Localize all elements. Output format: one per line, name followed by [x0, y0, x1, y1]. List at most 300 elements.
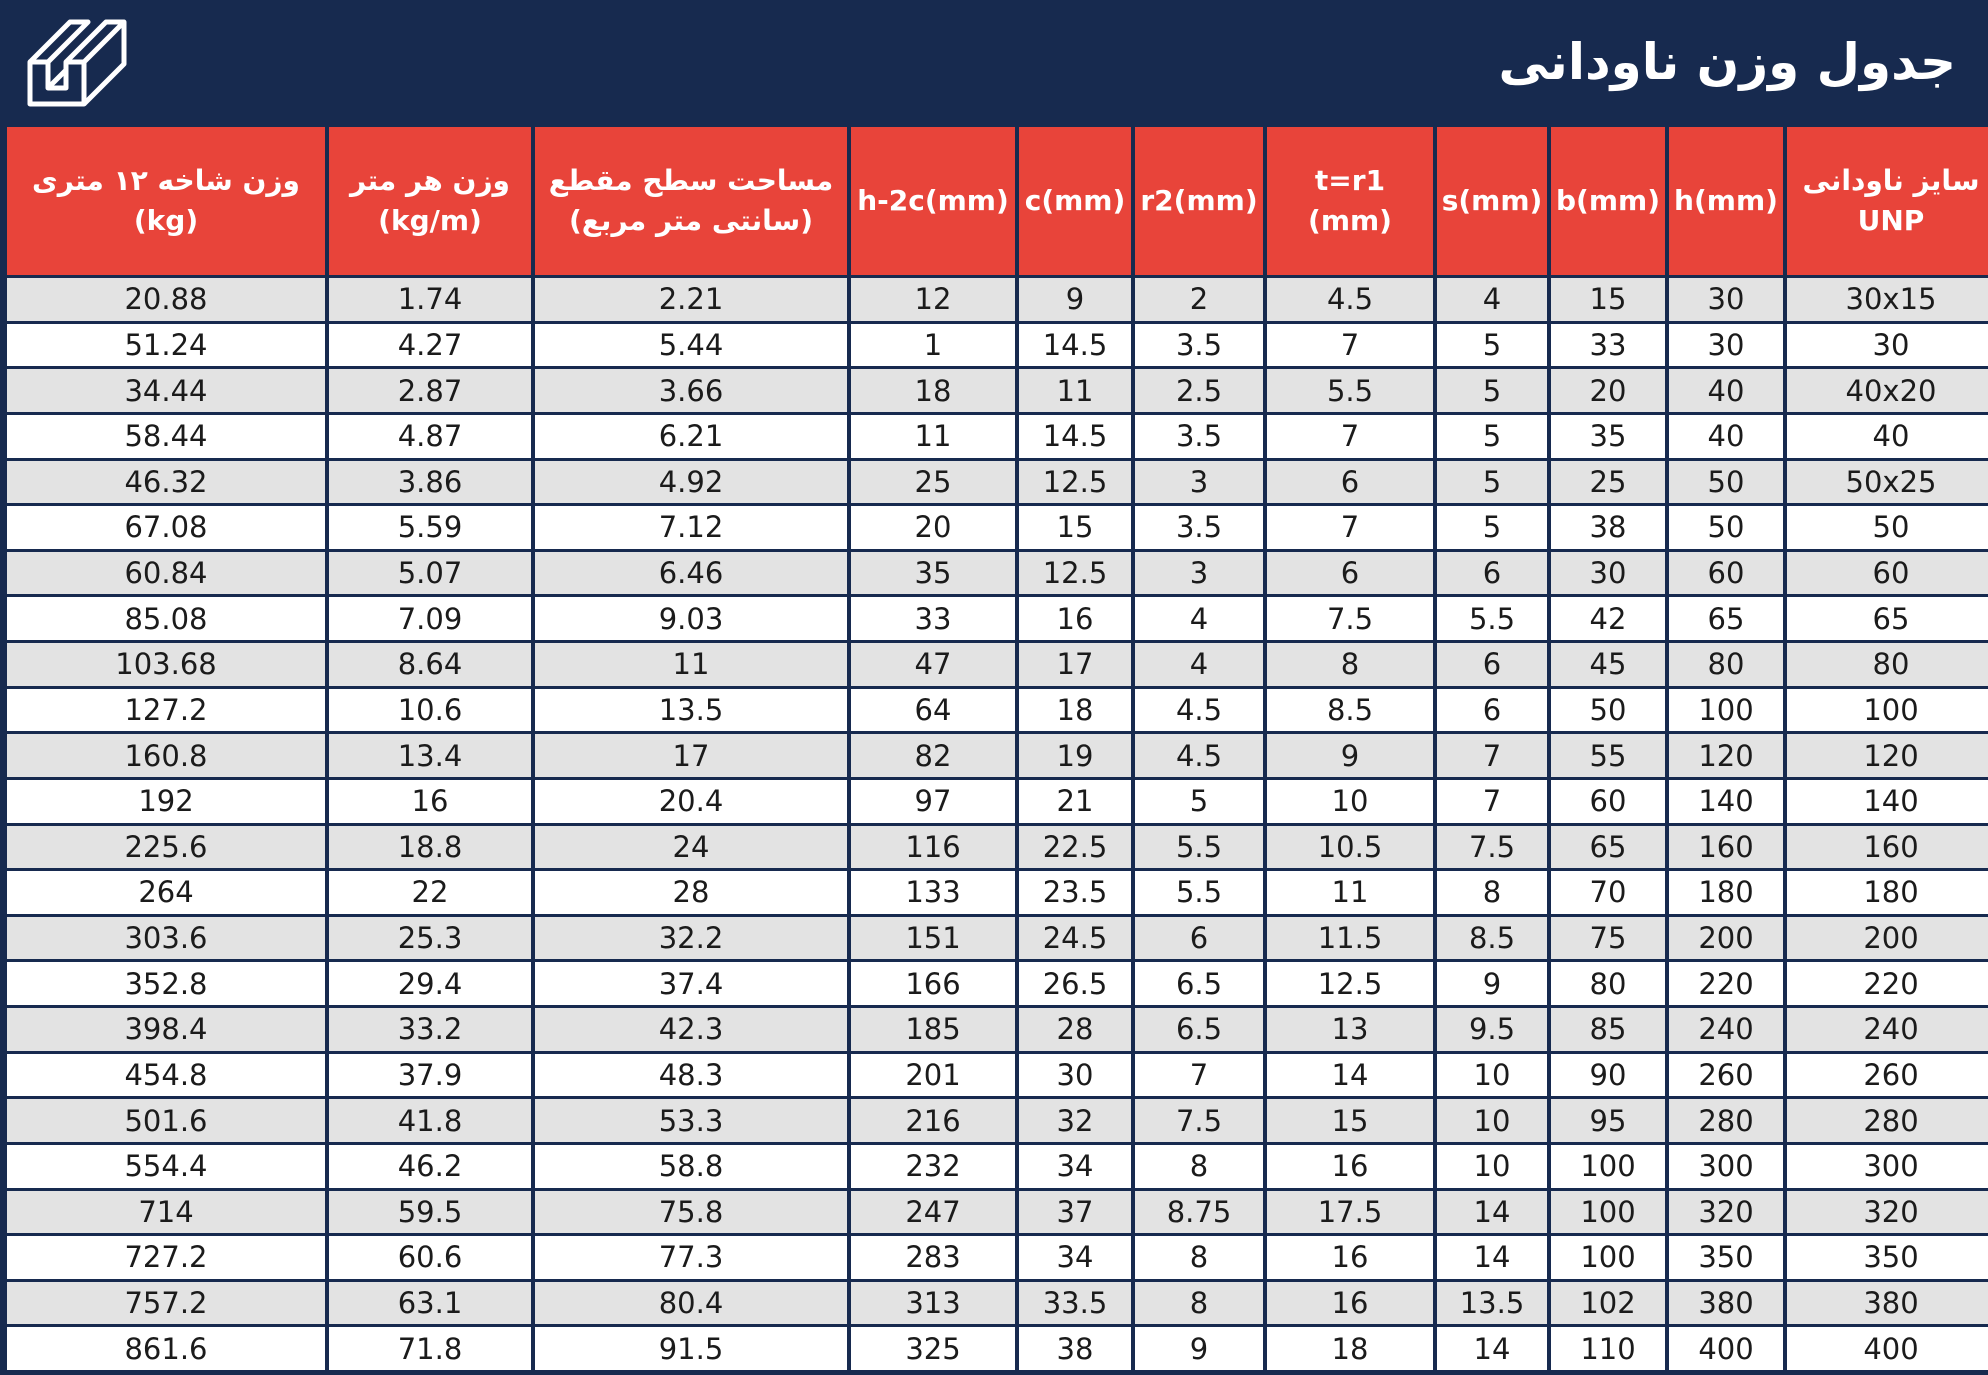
col-section-area-cell: 4.92 — [535, 461, 847, 504]
col-h-2c-cell: 133 — [851, 871, 1015, 914]
col-size-unp-cell: 350 — [1787, 1236, 1988, 1279]
col-s-cell: 7 — [1437, 734, 1547, 777]
header-label: سایز ناودانی — [1802, 164, 1980, 197]
col-r2-cell: 7 — [1135, 1054, 1263, 1097]
col-s-cell: 5 — [1437, 506, 1547, 549]
col-h-2c-header — [851, 127, 1015, 275]
col-size-unp-cell: 30x15 — [1787, 278, 1988, 321]
col-r2-cell: 8 — [1135, 1282, 1263, 1325]
col-h-2c-cell: 33 — [851, 597, 1015, 640]
col-weight-per-meter-cell: 29.4 — [329, 962, 531, 1005]
col-s-cell: 6 — [1437, 552, 1547, 595]
col-b-cell: 20 — [1551, 369, 1665, 412]
col-weight-12m-cell: 861.6 — [7, 1327, 325, 1370]
col-weight-12m-cell: 34.44 — [7, 369, 325, 412]
col-c-cell: 22.5 — [1019, 826, 1131, 869]
col-size-unp-cell: 280 — [1787, 1099, 1988, 1142]
col-h-cell: 50 — [1669, 461, 1783, 504]
col-c-cell: 19 — [1019, 734, 1131, 777]
col-b-cell: 33 — [1551, 324, 1665, 367]
col-section-area-cell: 77.3 — [535, 1236, 847, 1279]
col-size-unp-cell: 220 — [1787, 962, 1988, 1005]
col-c-cell: 24.5 — [1019, 917, 1131, 960]
col-size-unp-cell: 180 — [1787, 871, 1988, 914]
header-sublabel: (kg/m) — [378, 204, 482, 237]
col-t-r1-cell: 13 — [1267, 1008, 1433, 1051]
col-weight-12m-cell: 454.8 — [7, 1054, 325, 1097]
col-h-cell: 50 — [1669, 506, 1783, 549]
col-weight-per-meter-cell: 18.8 — [329, 826, 531, 869]
header-label: s(mm) — [1441, 184, 1543, 217]
col-s-cell: 14 — [1437, 1236, 1547, 1279]
col-weight-12m-cell: 714 — [7, 1191, 325, 1234]
col-section-area-cell: 6.46 — [535, 552, 847, 595]
col-r2-cell: 5 — [1135, 780, 1263, 823]
col-b-cell: 60 — [1551, 780, 1665, 823]
table-row — [7, 324, 1988, 367]
col-h-cell: 40 — [1669, 369, 1783, 412]
col-b-cell: 35 — [1551, 415, 1665, 458]
col-section-area-cell: 13.5 — [535, 689, 847, 732]
table-row — [7, 917, 1988, 960]
col-weight-12m-cell: 67.08 — [7, 506, 325, 549]
col-s-cell: 4 — [1437, 278, 1547, 321]
col-s-cell: 5 — [1437, 461, 1547, 504]
col-h-2c-cell: 11 — [851, 415, 1015, 458]
col-size-unp-cell: 40x20 — [1787, 369, 1988, 412]
col-h-cell: 100 — [1669, 689, 1783, 732]
col-weight-12m-cell: 85.08 — [7, 597, 325, 640]
col-weight-12m-cell: 60.84 — [7, 552, 325, 595]
col-h-2c-cell: 18 — [851, 369, 1015, 412]
col-r2-header — [1135, 127, 1263, 275]
page-title: جدول وزن ناودانی — [1498, 33, 1956, 91]
col-c-cell: 9 — [1019, 278, 1131, 321]
col-weight-12m-cell: 225.6 — [7, 826, 325, 869]
col-r2-cell: 3 — [1135, 461, 1263, 504]
col-t-r1-cell: 6 — [1267, 461, 1433, 504]
col-t-r1-cell: 10 — [1267, 780, 1433, 823]
col-s-cell: 14 — [1437, 1191, 1547, 1234]
col-t-r1-cell: 6 — [1267, 552, 1433, 595]
col-b-cell: 55 — [1551, 734, 1665, 777]
col-t-r1-cell: 16 — [1267, 1236, 1433, 1279]
col-r2-cell: 6.5 — [1135, 1008, 1263, 1051]
col-s-cell: 9 — [1437, 962, 1547, 1005]
col-size-unp-cell: 260 — [1787, 1054, 1988, 1097]
col-b-cell: 100 — [1551, 1145, 1665, 1188]
table-row — [7, 689, 1988, 732]
col-c-cell: 38 — [1019, 1327, 1131, 1370]
header-label: مساحت سطح مقطع — [548, 164, 834, 197]
col-section-area-cell: 7.12 — [535, 506, 847, 549]
col-c-header — [1019, 127, 1131, 275]
col-section-area-cell: 80.4 — [535, 1282, 847, 1325]
col-s-cell: 5.5 — [1437, 597, 1547, 640]
col-weight-per-meter-cell: 71.8 — [329, 1327, 531, 1370]
col-weight-per-meter-cell: 60.6 — [329, 1236, 531, 1279]
col-c-cell: 12.5 — [1019, 461, 1131, 504]
col-r2-cell: 2 — [1135, 278, 1263, 321]
header-sublabel: (سانتی متر مربع) — [569, 204, 813, 237]
col-h-cell: 260 — [1669, 1054, 1783, 1097]
col-size-unp-cell: 50x25 — [1787, 461, 1988, 504]
table-row — [7, 506, 1988, 549]
col-weight-12m-cell: 554.4 — [7, 1145, 325, 1188]
col-t-r1-cell: 11.5 — [1267, 917, 1433, 960]
col-r2-cell: 7.5 — [1135, 1099, 1263, 1142]
channel-beam-icon — [26, 16, 142, 108]
col-weight-12m-cell: 51.24 — [7, 324, 325, 367]
header-label: c(mm) — [1024, 184, 1126, 217]
col-c-cell: 21 — [1019, 780, 1131, 823]
col-c-cell: 15 — [1019, 506, 1131, 549]
col-weight-12m-cell: 501.6 — [7, 1099, 325, 1142]
col-weight-per-meter-cell: 16 — [329, 780, 531, 823]
col-h-2c-cell: 232 — [851, 1145, 1015, 1188]
col-weight-12m-header — [7, 127, 325, 275]
col-b-cell: 95 — [1551, 1099, 1665, 1142]
col-section-area-cell: 11 — [535, 643, 847, 686]
col-s-cell: 6 — [1437, 689, 1547, 732]
col-weight-12m-cell: 398.4 — [7, 1008, 325, 1051]
col-section-area-header — [535, 127, 847, 275]
col-h-2c-cell: 116 — [851, 826, 1015, 869]
col-size-unp-cell: 50 — [1787, 506, 1988, 549]
col-weight-12m-cell: 46.32 — [7, 461, 325, 504]
col-h-cell: 280 — [1669, 1099, 1783, 1142]
col-section-area-cell: 24 — [535, 826, 847, 869]
col-size-unp-cell: 65 — [1787, 597, 1988, 640]
table-row — [7, 780, 1988, 823]
col-b-cell: 100 — [1551, 1191, 1665, 1234]
col-h-2c-cell: 325 — [851, 1327, 1015, 1370]
col-weight-per-meter-cell: 7.09 — [329, 597, 531, 640]
col-size-unp-cell: 400 — [1787, 1327, 1988, 1370]
col-r2-cell: 3.5 — [1135, 324, 1263, 367]
col-t-r1-cell: 8.5 — [1267, 689, 1433, 732]
col-t-r1-cell: 9 — [1267, 734, 1433, 777]
col-size-unp-cell: 140 — [1787, 780, 1988, 823]
col-b-cell: 30 — [1551, 552, 1665, 595]
col-size-unp-cell: 80 — [1787, 643, 1988, 686]
col-weight-per-meter-cell: 4.87 — [329, 415, 531, 458]
col-t-r1-cell: 7 — [1267, 324, 1433, 367]
col-h-cell: 300 — [1669, 1145, 1783, 1188]
col-size-unp-cell: 160 — [1787, 826, 1988, 869]
col-s-cell: 14 — [1437, 1327, 1547, 1370]
table-row — [7, 734, 1988, 777]
col-c-cell: 11 — [1019, 369, 1131, 412]
channel-weight-table — [3, 124, 1988, 1373]
col-c-cell: 34 — [1019, 1236, 1131, 1279]
col-b-cell: 102 — [1551, 1282, 1665, 1325]
col-c-cell: 12.5 — [1019, 552, 1131, 595]
table-row — [7, 1145, 1988, 1188]
col-weight-per-meter-cell: 13.4 — [329, 734, 531, 777]
col-r2-cell: 6 — [1135, 917, 1263, 960]
col-t-r1-cell: 16 — [1267, 1282, 1433, 1325]
col-section-area-cell: 58.8 — [535, 1145, 847, 1188]
col-section-area-cell: 2.21 — [535, 278, 847, 321]
col-t-r1-cell: 7 — [1267, 506, 1433, 549]
col-b-cell: 38 — [1551, 506, 1665, 549]
page-header — [0, 0, 1988, 124]
col-h-2c-cell: 216 — [851, 1099, 1015, 1142]
col-weight-per-meter-cell: 41.8 — [329, 1099, 531, 1142]
col-t-r1-cell: 8 — [1267, 643, 1433, 686]
col-t-r1-cell: 17.5 — [1267, 1191, 1433, 1234]
col-section-area-cell: 42.3 — [535, 1008, 847, 1051]
col-h-2c-cell: 25 — [851, 461, 1015, 504]
col-h-2c-cell: 201 — [851, 1054, 1015, 1097]
col-t-r1-cell: 11 — [1267, 871, 1433, 914]
col-c-cell: 30 — [1019, 1054, 1131, 1097]
col-s-header — [1437, 127, 1547, 275]
col-weight-12m-cell: 727.2 — [7, 1236, 325, 1279]
col-section-area-cell: 5.44 — [535, 324, 847, 367]
col-h-cell: 160 — [1669, 826, 1783, 869]
col-h-2c-cell: 64 — [851, 689, 1015, 732]
table-row — [7, 871, 1988, 914]
col-weight-per-meter-cell: 8.64 — [329, 643, 531, 686]
table-row — [7, 1191, 1988, 1234]
col-h-cell: 240 — [1669, 1008, 1783, 1051]
col-section-area-cell: 20.4 — [535, 780, 847, 823]
col-r2-cell: 5.5 — [1135, 871, 1263, 914]
col-r2-cell: 3.5 — [1135, 506, 1263, 549]
col-s-cell: 5 — [1437, 415, 1547, 458]
col-h-2c-cell: 313 — [851, 1282, 1015, 1325]
col-b-cell: 80 — [1551, 962, 1665, 1005]
col-h-cell: 30 — [1669, 278, 1783, 321]
col-s-cell: 5 — [1437, 324, 1547, 367]
col-h-2c-cell: 35 — [851, 552, 1015, 595]
col-r2-cell: 3.5 — [1135, 415, 1263, 458]
col-section-area-cell: 9.03 — [535, 597, 847, 640]
table-header-row — [7, 127, 1988, 275]
col-h-2c-cell: 47 — [851, 643, 1015, 686]
col-h-cell: 200 — [1669, 917, 1783, 960]
col-t-r1-cell: 7 — [1267, 415, 1433, 458]
col-h-cell: 140 — [1669, 780, 1783, 823]
col-weight-12m-cell: 264 — [7, 871, 325, 914]
col-h-cell: 220 — [1669, 962, 1783, 1005]
col-r2-cell: 5.5 — [1135, 826, 1263, 869]
col-b-cell: 100 — [1551, 1236, 1665, 1279]
header-label: h-2c(mm) — [857, 184, 1009, 217]
col-c-cell: 37 — [1019, 1191, 1131, 1234]
header-label: وزن هر متر — [350, 164, 510, 197]
col-s-cell: 7.5 — [1437, 826, 1547, 869]
col-h-cell: 60 — [1669, 552, 1783, 595]
col-c-cell: 14.5 — [1019, 415, 1131, 458]
col-h-cell: 180 — [1669, 871, 1783, 914]
col-weight-per-meter-header — [329, 127, 531, 275]
col-weight-per-meter-cell: 22 — [329, 871, 531, 914]
col-size-unp-cell: 380 — [1787, 1282, 1988, 1325]
col-weight-12m-cell: 352.8 — [7, 962, 325, 1005]
col-h-header — [1669, 127, 1783, 275]
col-weight-12m-cell: 303.6 — [7, 917, 325, 960]
col-size-unp-cell: 30 — [1787, 324, 1988, 367]
col-c-cell: 34 — [1019, 1145, 1131, 1188]
col-s-cell: 9.5 — [1437, 1008, 1547, 1051]
col-weight-12m-cell: 192 — [7, 780, 325, 823]
col-r2-cell: 8.75 — [1135, 1191, 1263, 1234]
col-b-cell: 85 — [1551, 1008, 1665, 1051]
header-label: وزن شاخه ۱۲ متری (kg) — [32, 164, 300, 237]
col-h-2c-cell: 1 — [851, 324, 1015, 367]
col-size-unp-cell: 100 — [1787, 689, 1988, 732]
col-h-cell: 380 — [1669, 1282, 1783, 1325]
col-size-unp-cell: 40 — [1787, 415, 1988, 458]
col-t-r1-cell: 12.5 — [1267, 962, 1433, 1005]
col-h-2c-cell: 12 — [851, 278, 1015, 321]
col-h-cell: 350 — [1669, 1236, 1783, 1279]
col-weight-per-meter-cell: 5.07 — [329, 552, 531, 595]
col-h-cell: 120 — [1669, 734, 1783, 777]
col-weight-12m-cell: 58.44 — [7, 415, 325, 458]
header-label: h(mm) — [1674, 184, 1778, 217]
col-section-area-cell: 28 — [535, 871, 847, 914]
col-section-area-cell: 75.8 — [535, 1191, 847, 1234]
table-row — [7, 826, 1988, 869]
col-c-cell: 14.5 — [1019, 324, 1131, 367]
col-weight-per-meter-cell: 2.87 — [329, 369, 531, 412]
table-row — [7, 1236, 1988, 1279]
col-weight-12m-cell: 20.88 — [7, 278, 325, 321]
col-s-cell: 5 — [1437, 369, 1547, 412]
col-weight-per-meter-cell: 25.3 — [329, 917, 531, 960]
col-h-cell: 400 — [1669, 1327, 1783, 1370]
col-h-2c-cell: 185 — [851, 1008, 1015, 1051]
col-c-cell: 16 — [1019, 597, 1131, 640]
col-t-r1-cell: 4.5 — [1267, 278, 1433, 321]
col-b-cell: 45 — [1551, 643, 1665, 686]
col-c-cell: 26.5 — [1019, 962, 1131, 1005]
col-t-r1-cell: 5.5 — [1267, 369, 1433, 412]
col-t-r1-cell: 15 — [1267, 1099, 1433, 1142]
header-label: b(mm) — [1556, 184, 1660, 217]
col-size-unp-cell: 60 — [1787, 552, 1988, 595]
col-r2-cell: 6.5 — [1135, 962, 1263, 1005]
col-h-2c-cell: 151 — [851, 917, 1015, 960]
col-b-cell: 110 — [1551, 1327, 1665, 1370]
col-c-cell: 18 — [1019, 689, 1131, 732]
col-weight-per-meter-cell: 5.59 — [329, 506, 531, 549]
col-size-unp-header — [1787, 127, 1988, 275]
col-s-cell: 7 — [1437, 780, 1547, 823]
table-body — [7, 278, 1988, 1370]
table-row — [7, 1099, 1988, 1142]
col-h-2c-cell: 166 — [851, 962, 1015, 1005]
col-r2-cell: 4 — [1135, 643, 1263, 686]
col-s-cell: 8.5 — [1437, 917, 1547, 960]
col-size-unp-cell: 320 — [1787, 1191, 1988, 1234]
table-row — [7, 1008, 1988, 1051]
col-r2-cell: 8 — [1135, 1236, 1263, 1279]
col-size-unp-cell: 120 — [1787, 734, 1988, 777]
table-row — [7, 415, 1988, 458]
table-row — [7, 369, 1988, 412]
col-c-cell: 17 — [1019, 643, 1131, 686]
col-weight-per-meter-cell: 10.6 — [329, 689, 531, 732]
col-size-unp-cell: 300 — [1787, 1145, 1988, 1188]
col-weight-12m-cell: 757.2 — [7, 1282, 325, 1325]
col-r2-cell: 4.5 — [1135, 734, 1263, 777]
col-c-cell: 32 — [1019, 1099, 1131, 1142]
col-b-cell: 50 — [1551, 689, 1665, 732]
col-weight-12m-cell: 103.68 — [7, 643, 325, 686]
col-s-cell: 8 — [1437, 871, 1547, 914]
col-h-2c-cell: 82 — [851, 734, 1015, 777]
col-b-cell: 90 — [1551, 1054, 1665, 1097]
col-h-cell: 320 — [1669, 1191, 1783, 1234]
col-t-r1-cell: 14 — [1267, 1054, 1433, 1097]
col-size-unp-cell: 200 — [1787, 917, 1988, 960]
header-sublabel: UNP — [1857, 204, 1925, 237]
col-c-cell: 23.5 — [1019, 871, 1131, 914]
col-section-area-cell: 37.4 — [535, 962, 847, 1005]
col-r2-cell: 4.5 — [1135, 689, 1263, 732]
col-h-cell: 80 — [1669, 643, 1783, 686]
col-section-area-cell: 48.3 — [535, 1054, 847, 1097]
col-h-cell: 65 — [1669, 597, 1783, 640]
table-row — [7, 1054, 1988, 1097]
col-section-area-cell: 91.5 — [535, 1327, 847, 1370]
col-b-header — [1551, 127, 1665, 275]
col-section-area-cell: 17 — [535, 734, 847, 777]
header-label: t=r1 (mm) — [1308, 164, 1392, 237]
col-r2-cell: 9 — [1135, 1327, 1263, 1370]
col-size-unp-cell: 240 — [1787, 1008, 1988, 1051]
col-weight-per-meter-cell: 46.2 — [329, 1145, 531, 1188]
col-section-area-cell: 32.2 — [535, 917, 847, 960]
col-weight-per-meter-cell: 59.5 — [329, 1191, 531, 1234]
col-h-cell: 40 — [1669, 415, 1783, 458]
col-r2-cell: 8 — [1135, 1145, 1263, 1188]
col-weight-per-meter-cell: 63.1 — [329, 1282, 531, 1325]
col-b-cell: 25 — [1551, 461, 1665, 504]
col-t-r1-cell: 16 — [1267, 1145, 1433, 1188]
table-row — [7, 643, 1988, 686]
col-section-area-cell: 53.3 — [535, 1099, 847, 1142]
col-t-r1-cell: 10.5 — [1267, 826, 1433, 869]
col-c-cell: 28 — [1019, 1008, 1131, 1051]
col-h-2c-cell: 97 — [851, 780, 1015, 823]
col-b-cell: 15 — [1551, 278, 1665, 321]
table-row — [7, 461, 1988, 504]
table-row — [7, 1327, 1988, 1370]
col-h-2c-cell: 247 — [851, 1191, 1015, 1234]
table-row — [7, 552, 1988, 595]
table-row — [7, 962, 1988, 1005]
col-weight-per-meter-cell: 33.2 — [329, 1008, 531, 1051]
table-row — [7, 597, 1988, 640]
col-section-area-cell: 6.21 — [535, 415, 847, 458]
col-b-cell: 70 — [1551, 871, 1665, 914]
col-r2-cell: 3 — [1135, 552, 1263, 595]
col-c-cell: 33.5 — [1019, 1282, 1131, 1325]
col-weight-per-meter-cell: 1.74 — [329, 278, 531, 321]
col-section-area-cell: 3.66 — [535, 369, 847, 412]
col-r2-cell: 4 — [1135, 597, 1263, 640]
col-r2-cell: 2.5 — [1135, 369, 1263, 412]
col-weight-per-meter-cell: 3.86 — [329, 461, 531, 504]
col-s-cell: 10 — [1437, 1099, 1547, 1142]
col-b-cell: 75 — [1551, 917, 1665, 960]
